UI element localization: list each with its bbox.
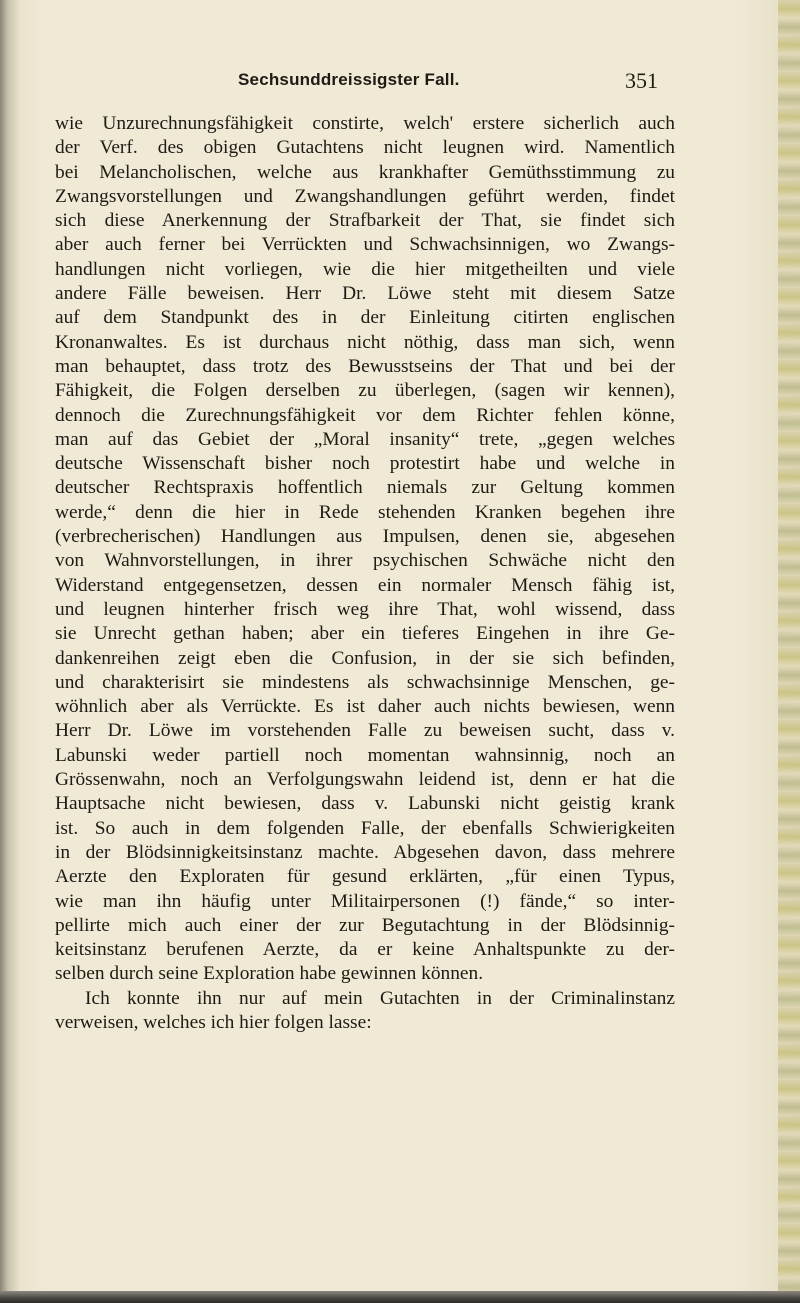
text-line: Labunski weder partiell noch momentan wahnsinnig, noch an	[55, 744, 675, 766]
text-line: und leugnen hinterher frisch weg ihre That, wohl wissend, dass	[55, 598, 675, 620]
text-line: wie Unzurechnungsfähigkeit constirte, welch' erstere sicherlich auch	[55, 113, 675, 134]
text-line: sich diese Anerkennung der Strafbarkeit der That, sie findet sich	[55, 210, 675, 232]
text-line: wie man ihn häufig unter Militairpersonen (!) fände,“ so inter-	[55, 890, 675, 912]
text-line: dankenreihen zeigt eben die Confusion, in der sie sich befinden,	[55, 647, 675, 669]
text-line: handlungen nicht vorliegen, wie die hier mitgetheilten und viele	[55, 258, 675, 280]
text-line: werde,“ denn die hier in Rede stehenden Kranken begehen ihre	[55, 501, 675, 523]
text-line: bei Melancholischen, welche aus krankhafter Gemüthsstimmung zu	[55, 161, 675, 183]
text-line: von Wahnvorstellungen, in ihrer psychischen Schwäche nicht den	[55, 550, 675, 572]
body-text	[55, 112, 675, 1035]
binding-shadow	[0, 0, 20, 1303]
text-line: Grössenwahn, noch an Verfolgungswahn leidend ist, denn er hat die	[55, 769, 675, 791]
text-line: Fähigkeit, die Folgen derselben zu überlegen, (sagen wir kennen),	[55, 380, 675, 402]
text-line: aber auch ferner bei Verrückten und Schwachsinnigen, wo Zwangs-	[55, 234, 675, 256]
scan-bottom-edge	[0, 1291, 800, 1303]
text-line: Hauptsache nicht bewiesen, dass v. Labunski nicht geistig krank	[55, 793, 675, 815]
page-number: 351	[625, 68, 658, 93]
text-line: der Verf. des obigen Gutachtens nicht leugnen wird. Namentlich	[55, 137, 675, 159]
text-line: andere Fälle beweisen. Herr Dr. Löwe steht mit diesem Satze	[55, 283, 675, 305]
text-line: Widerstand entgegensetzen, dessen ein normaler Mensch fähig ist,	[55, 574, 675, 596]
text-line: Kronanwaltes. Es ist durchaus nicht nöthig, dass man sich, wenn	[55, 331, 675, 353]
page-edge	[778, 0, 800, 1303]
text-line: selben durch seine Exploration habe gewinnen können.	[55, 963, 484, 985]
text-line: sie Unrecht gethan haben; aber ein tieferes Eingehen in ihre Ge-	[55, 623, 675, 645]
text-line: auf dem Standpunkt des in der Einleitung citirten englischen	[55, 307, 675, 329]
text-line: Herr Dr. Löwe im vorstehenden Falle zu beweisen sucht, dass v.	[55, 720, 675, 742]
text-line: verweisen, welches ich hier folgen lasse:	[55, 1011, 372, 1033]
text-line: dennoch die Zurechnungsfähigkeit vor dem Richter fehlen könne,	[55, 404, 675, 426]
text-line: man behauptet, dass trotz des Bewusstseins der That und bei der	[55, 355, 675, 377]
text-line: pellirte mich auch einer der zur Begutachtung in der Blödsinnig-	[55, 914, 675, 936]
text-line: in der Blödsinnigkeitsinstanz machte. Abgesehen davon, dass mehrere	[55, 841, 675, 863]
text-line: Zwangsvorstellungen und Zwangshandlungen geführt werden, findet	[55, 185, 675, 207]
running-head	[238, 70, 658, 94]
text-line: keitsinstanz berufenen Aerzte, da er keine Anhaltspunkte zu der-	[55, 939, 675, 961]
text-line: und charakterisirt sie mindestens als schwachsinnige Menschen, ge-	[55, 671, 675, 693]
text-line: wöhnlich aber als Verrückte. Es ist daher auch nichts bewiesen, wenn	[55, 696, 675, 718]
text-line: deutsche Wissenschaft bisher noch protestirt habe und welche in	[55, 453, 675, 475]
running-title: Sechsunddreissigster Fall.	[238, 70, 460, 89]
text-line: (verbrecherischen) Handlungen aus Impulsen, denen sie, abgesehen	[55, 526, 675, 548]
text-line: ist. So auch in dem folgenden Falle, der ebenfalls Schwierigkeiten	[55, 817, 675, 839]
text-line: Ich konnte ihn nur auf mein Gutachten in der Criminalinstanz	[85, 987, 675, 1009]
text-line: man auf das Gebiet der „Moral insanity“ trete, „gegen welches	[55, 428, 675, 450]
text-line: Aerzte den Exploraten für gesund erklärten, „für einen Typus,	[55, 866, 675, 888]
text-line: deutscher Rechtspraxis hoffentlich niemals zur Geltung kommen	[55, 477, 675, 499]
